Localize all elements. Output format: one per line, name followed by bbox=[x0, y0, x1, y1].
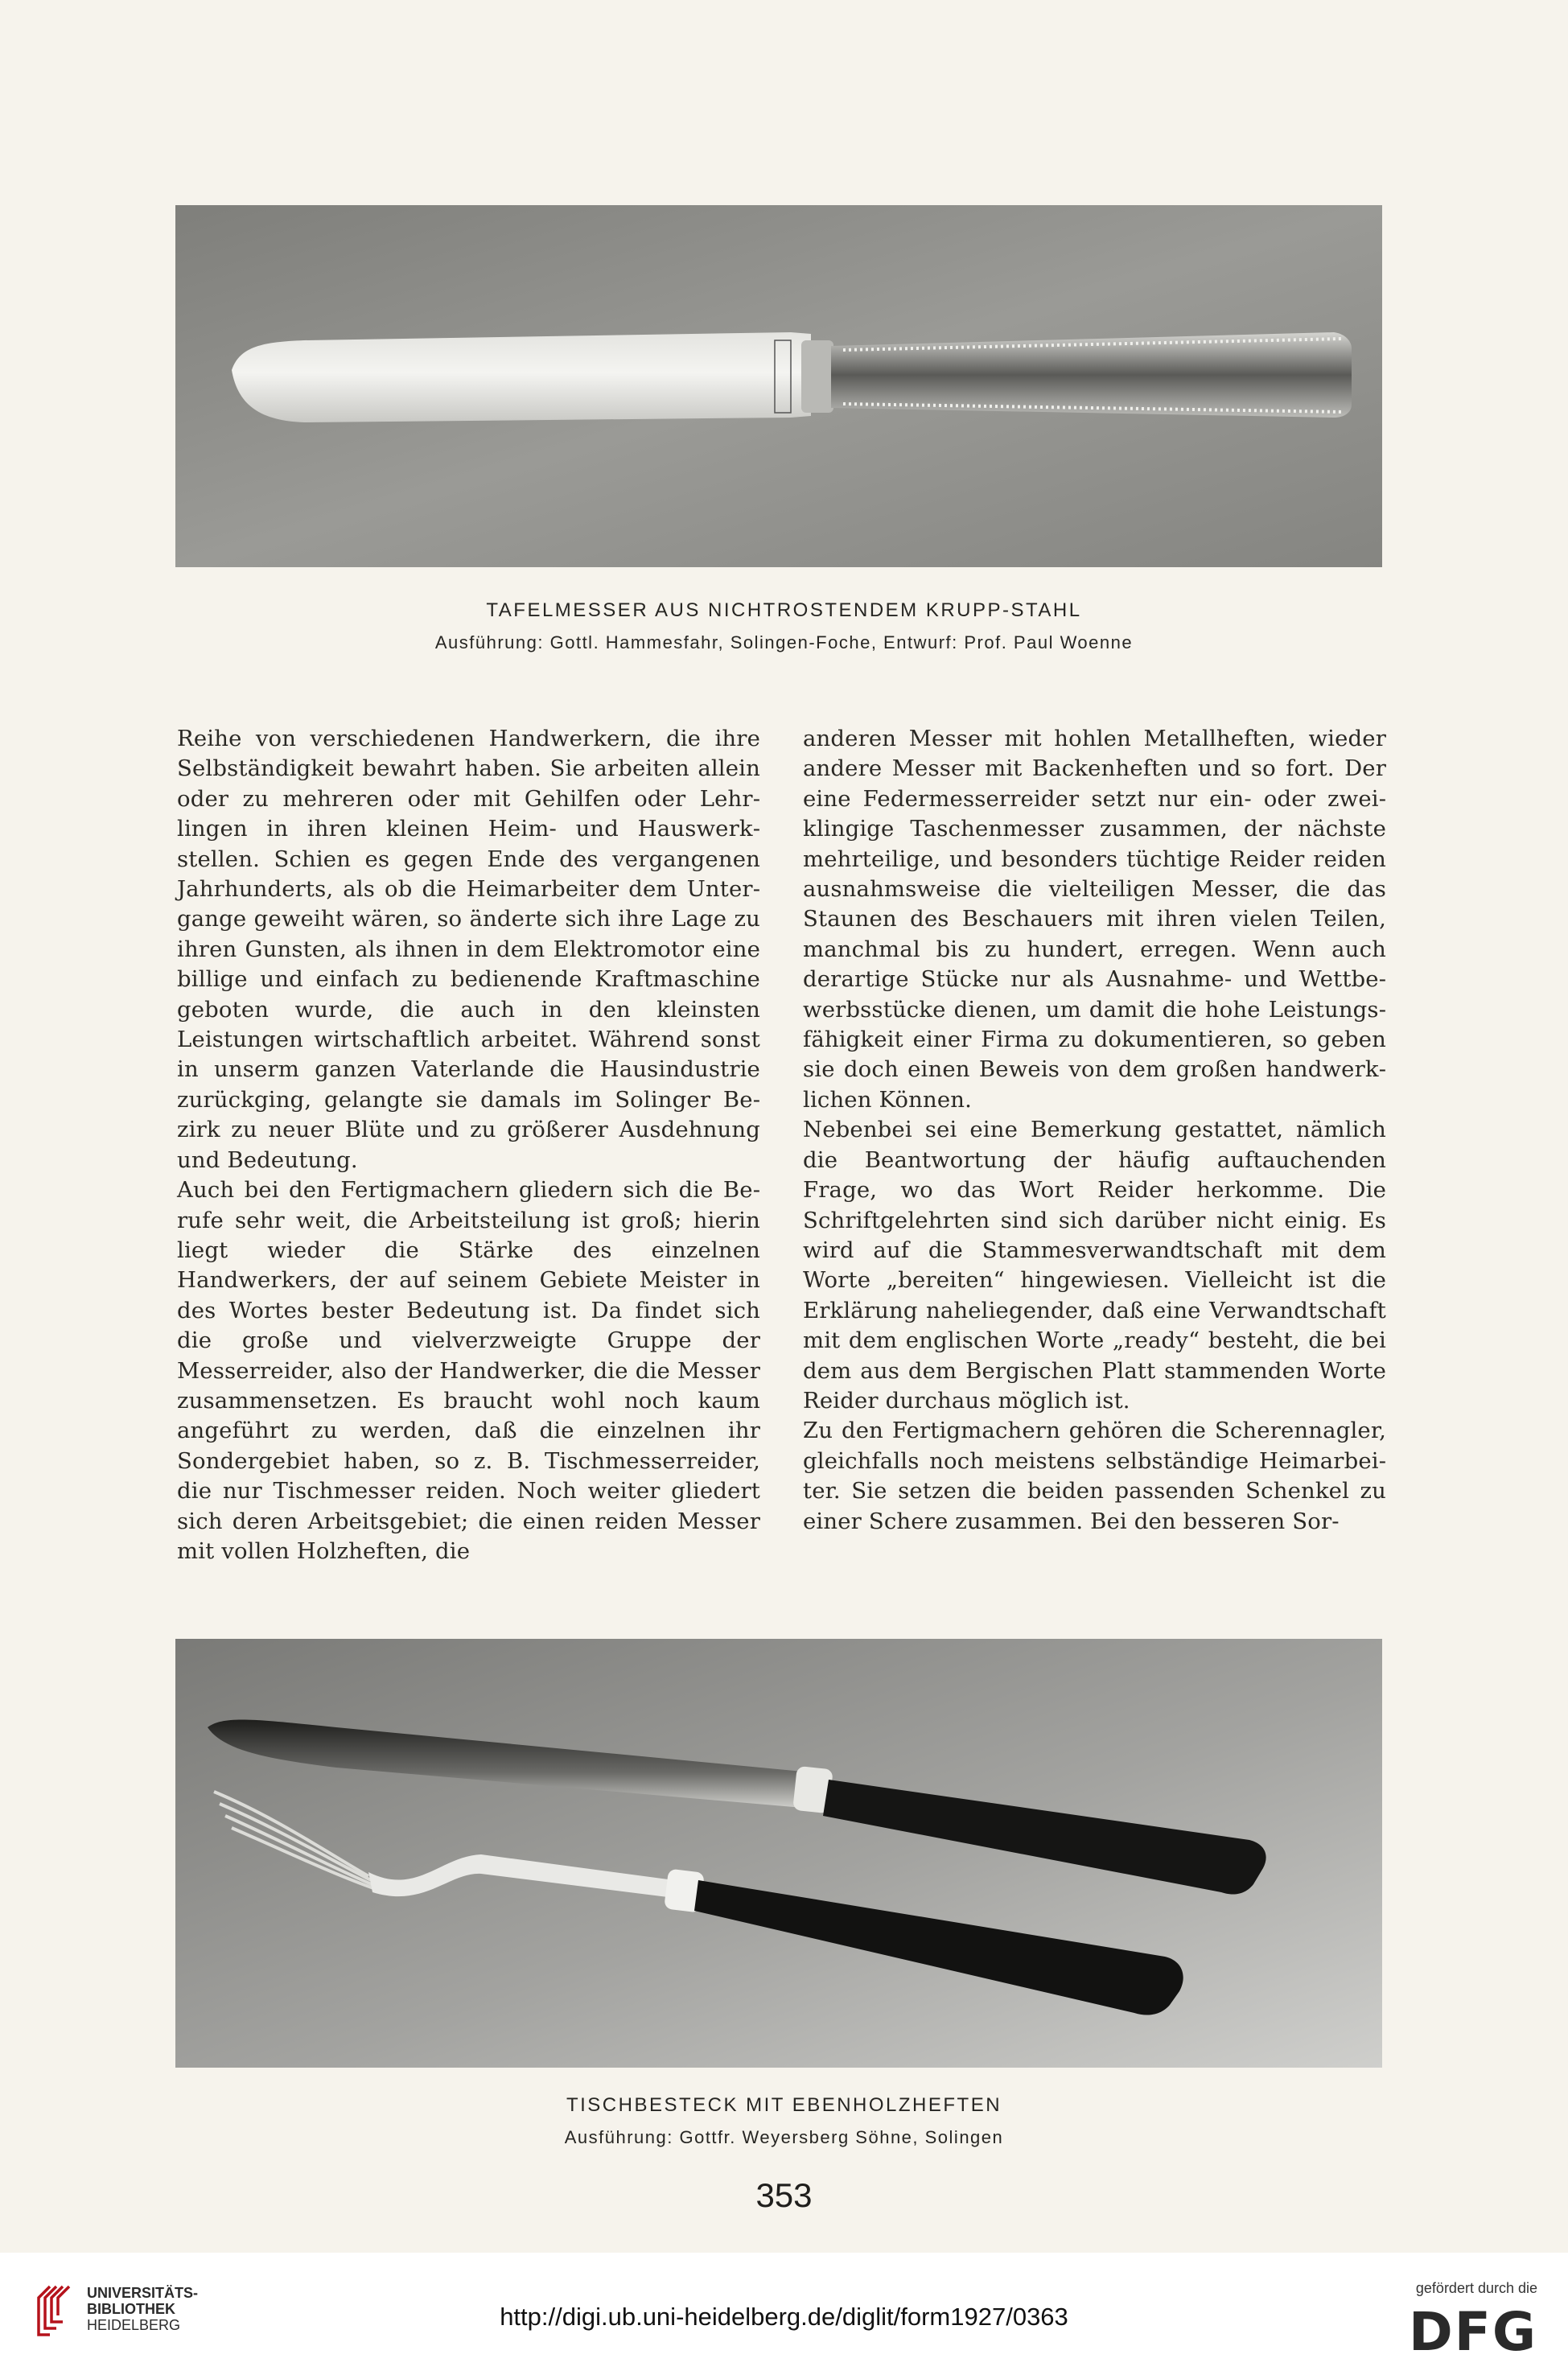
library-line: UNIVERSITÄTS- bbox=[87, 2285, 199, 2301]
figure1-caption-credit: Ausführung: Gottl. Hammesfahr, Solingen-Foche, Entwurf: Prof. Paul Woenne bbox=[434, 632, 1134, 652]
dfg-logo: DFG bbox=[1408, 2301, 1537, 2363]
funding-note: gefördert durch die bbox=[1415, 2280, 1537, 2296]
knife-blade bbox=[232, 332, 811, 422]
figure2-caption-title: TISCHBESTECK MIT EBENHOLZHEFTEN bbox=[566, 2094, 1002, 2116]
paragraph: Auch bei den Fertigmachern gliedern sich die Berufe sehr weit, die Arbeitsteilung ist groß; hierin liegt wieder die Stärke des einzelnen Handwerkers, der auf seinem Gebiete Meister in des Wortes bester Bedeutung ist. Da findet sich die große und vielverzweigte Gruppe der Messerreider, also der Handwerker, die die Messer zusammensetzen. Es braucht wohl noch kaum angeführt zu werden, daß die einzelnen ihr Sondergebiet haben, so z. B. Tischmesserreider, die nur Tischmesser reiden. Noch weiter gliedert sich deren Arbeitsgebiet; die einen reiden Messer mit vollen Holzheften, die bbox=[177, 1177, 760, 1564]
paragraph: Reihe von verschiedenen Handwerkern, die ihre Selbständigkeit bewahrt haben. Sie arbeiten allein oder zu mehreren oder mit Gehilfen oder Lehrlingen in ihren kleinen Heim- und Hauswerkstellen. Schien es gegen Ende des vergangenen Jahrhunderts, als ob die Heimarbeiter dem Untergange geweiht wären, so änderte sich ihre Lage zu ihren Gunsten, als ihnen in dem Elektromotor eine billige und einfach zu bedienende Kraftmaschine geboten wurde, die auch in den kleinsten Leistungen wirtschaftlich arbeitet. Während sonst in unserm ganzen Vaterlande die Hausindustrie zurückging, gelangte sie damals im Solinger Bezirk zu neuer Blüte und zu größerer Ausdehnung und Bedeutung. bbox=[177, 726, 760, 1173]
knife-photo bbox=[175, 205, 1382, 567]
library-line: BIBLIOTHEK bbox=[87, 2301, 175, 2317]
text-column-right bbox=[803, 724, 1386, 1537]
paragraph: anderen Messer mit hohlen Metallheften, wieder andere Messer mit Backenheften und so fort. Der eine Federmesserreider setzt nur ein- oder zweiklingige Taschenmesser zusammen, der nächste mehrteilige, und besonders tüchtige Reider reiden ausnahmsweise die vielteiligen Messer, die das Staunen des Beschauers mit ihren vielen Teilen, manchmal bis zu hundert, erregen. Wenn auch derartige Stücke nur als Ausnahme- und Wettbewerbsstücke dienen, um damit die hohe Leistungsfähigkeit einer Firma zu dokumentieren, so geben sie doch einen Beweis von dem großen handwerklichen Können. bbox=[803, 726, 1386, 1113]
footer-bar bbox=[0, 2253, 1568, 2379]
digital-library-link[interactable]: http://digi.ub.uni-heidelberg.de/diglit/form1927/0363 bbox=[500, 2303, 1068, 2331]
library-line: HEIDELBERG bbox=[87, 2317, 181, 2333]
paragraph: Zu den Fertigmachern gehören die Scherennagler, gleichfalls noch meistens selbständige Heimarbeiter. Sie setzen die beiden passenden Schenkel zu einer Schere zusammen. Bei den besseren Sor- bbox=[803, 1418, 1386, 1534]
paragraph: Nebenbei sei eine Bemerkung gestattet, nämlich die Beantwortung der häufig auftauchenden Frage, wo das Wort Reider herkomme. Die Schriftgelehrten sind sich darüber nicht einig. Es wird auf die Stammesverwandtschaft mit dem Worte „bereiten“ hingewiesen. Vielleicht ist die Erklärung naheliegender, daß eine Verwandtschaft mit dem englischen Worte „ready“ besteht, die bei dem aus dem Bergischen Platt stammenden Worte Reider durchaus möglich ist. bbox=[803, 1117, 1386, 1414]
page-number: 353 bbox=[755, 2176, 813, 2214]
figure2-caption-credit: Ausführung: Gottfr. Weyersberg Söhne, Solingen bbox=[564, 2127, 1004, 2147]
cutlery-photo bbox=[175, 1639, 1382, 2068]
text-column-left bbox=[177, 724, 760, 1566]
knife-bolster bbox=[801, 340, 833, 413]
figure1-caption-title: TAFELMESSER AUS NICHTROSTENDEM KRUPP-STAHL bbox=[486, 599, 1082, 621]
